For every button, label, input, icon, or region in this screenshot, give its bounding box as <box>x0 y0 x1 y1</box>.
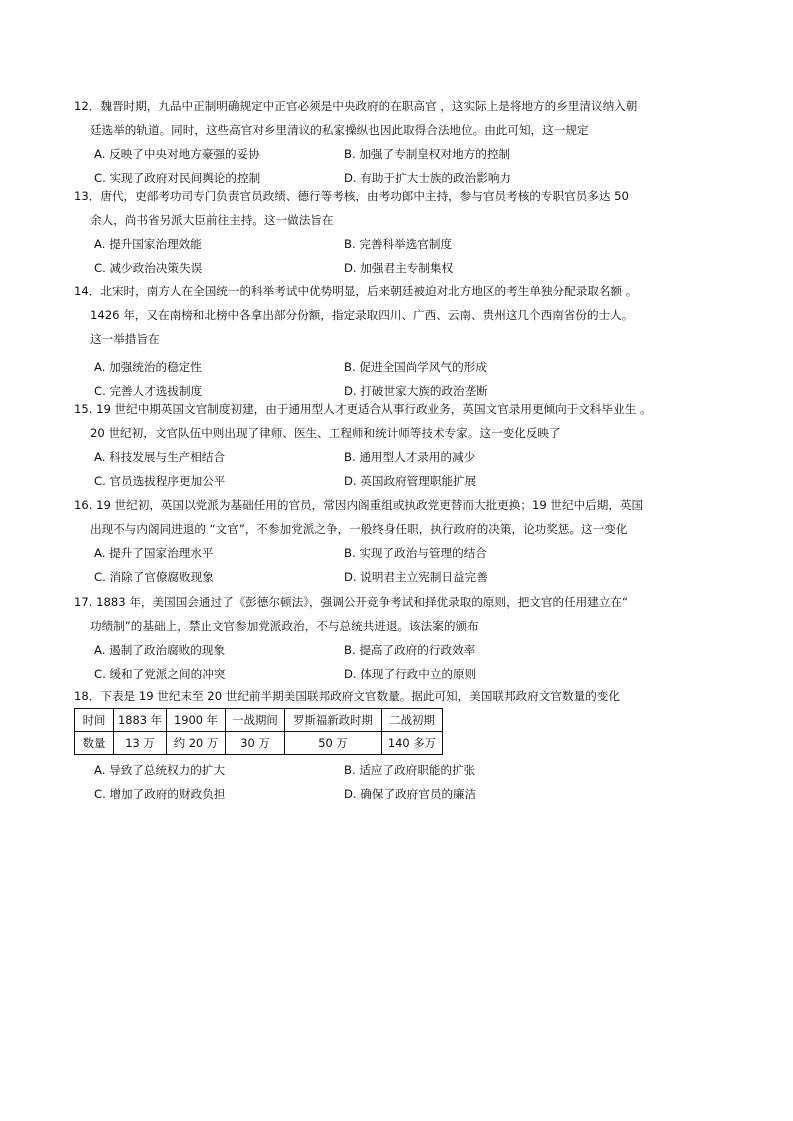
question-text: 14．北宋时，南方人在全国统一的科举考试中优势明显，后来朝廷被迫对北方地区的考生单独分配录取名额 。 <box>74 284 638 298</box>
option-row <box>74 565 724 589</box>
question-text: 17. 1883 年，美国国会通过了《彭德尔顿法》，强调公开竞争考试和择优录取的原则，把文官的任用建立在“ <box>74 595 629 609</box>
question-text: 出现不与内阁同进退的 “文官”，不参加党派之争，一般终身任职，执行政府的决策，论功奖惩。这一变化 <box>90 522 628 536</box>
option-c: C. 消除了官僚腐败现象 <box>94 570 214 584</box>
option-row <box>74 142 724 166</box>
option-c: C. 缓和了党派之间的冲突 <box>94 667 226 681</box>
question-text: 13．唐代，吏部考功司专门负责官员政绩、德行等考核，由考功郎中主持，参与官员考核的专职官员多达 50 <box>74 189 629 203</box>
option-c: C. 增加了政府的财政负担 <box>94 787 226 801</box>
table-header-cell: 时间 <box>75 709 114 732</box>
table-cell: 140 多万 <box>382 732 443 755</box>
table-cell: 数量 <box>75 732 114 755</box>
option-row <box>74 638 724 662</box>
question-text: 余人，尚书省另派大臣前往主持。这一做法旨在 <box>90 213 334 227</box>
table-cell: 13 万 <box>114 732 167 755</box>
table-cell: 50 万 <box>285 732 382 755</box>
option-a: A. 加强统治的稳定性 <box>94 360 202 374</box>
option-b: B. 实现了政治与管理的结合 <box>344 546 487 560</box>
option-d: D. 体现了行政中立的原则 <box>344 667 477 681</box>
question-text: 20 世纪初，文官队伍中则出现了律师、医生、工程师和统计师等技术专家。这一变化反映了 <box>90 426 561 440</box>
option-row <box>74 782 724 806</box>
table-row <box>75 732 443 755</box>
table-header-cell: 1883 年 <box>114 709 167 732</box>
table-header-cell: 一战期间 <box>226 709 285 732</box>
table-header-cell: 1900 年 <box>167 709 226 732</box>
option-b: B. 适应了政府职能的扩张 <box>344 763 476 777</box>
option-row <box>74 445 724 469</box>
question-text: 廷选举的轨道。同时，这些高官对乡里清议的私家操纵也因此取得合法地位。由此可知，这一规定 <box>90 123 589 137</box>
option-a: A. 科技发展与生产相结合 <box>94 450 226 464</box>
civil-servant-table <box>74 708 443 755</box>
question-text: 12．魏晋时期，九品中正制明确规定中正官必须是中央政府的在职高官 ，这实际上是将地方的乡里清议纳入朝 <box>74 99 638 113</box>
option-a: A. 遏制了政治腐败的现象 <box>94 643 226 657</box>
question-text: 15. 19 世纪中期英国文官制度初建，由于通用型人才更适合从事行政业务，英国文官录用更倾向于文科毕业生 。 <box>74 402 652 416</box>
option-d: D. 有助于扩大士族的政治影响力 <box>344 171 512 185</box>
option-d: D. 打破世家大族的政治垄断 <box>344 384 488 398</box>
option-d: D. 加强君主专制集权 <box>344 261 454 275</box>
option-row <box>74 355 724 379</box>
table-row <box>75 709 443 732</box>
option-d: D. 英国政府管理职能扩展 <box>344 474 477 488</box>
option-d: D. 说明君主立宪制日益完善 <box>344 570 488 584</box>
question-18-options <box>74 758 724 806</box>
option-c: C. 减少政治决策失误 <box>94 261 203 275</box>
option-b: B. 促进全国尚学风气的形成 <box>344 360 487 374</box>
option-c: C. 官员选拔程序更加公平 <box>94 474 226 488</box>
option-a: A. 导致了总统权力的扩大 <box>94 763 226 777</box>
question-16 <box>74 493 724 589</box>
option-row <box>74 232 724 256</box>
table-header-cell: 罗斯福新政时期 <box>285 709 382 732</box>
option-b: B. 加强了专制皇权对地方的控制 <box>344 147 511 161</box>
question-14 <box>74 279 724 403</box>
option-row <box>74 758 724 782</box>
question-text: 1426 年，又在南榜和北榜中各拿出部分份额，指定录取四川、广西、云南、贵州这几个西南省份的士人。 <box>90 308 634 322</box>
question-15 <box>74 397 724 493</box>
question-text: 16. 19 世纪初，英国以党派为基础任用的官员，常因内阁重组或执政党更替而大批更换；19 世纪中后期，英国 <box>74 498 644 512</box>
option-row <box>74 662 724 686</box>
question-text: 功绩制”的基础上，禁止文官参加党派政治，不与总统共进退。该法案的颁布 <box>90 619 479 633</box>
option-a: A. 提升了国家治理水平 <box>94 546 214 560</box>
question-text: 这一举措旨在 <box>90 332 160 346</box>
question-12 <box>74 94 724 190</box>
option-a: A. 提升国家治理效能 <box>94 237 202 251</box>
option-row <box>74 256 724 280</box>
table-header-cell: 二战初期 <box>382 709 443 732</box>
option-row <box>74 469 724 493</box>
option-c: C. 实现了政府对民间舆论的控制 <box>94 171 261 185</box>
question-13 <box>74 184 724 280</box>
option-c: C. 完善人才选拔制度 <box>94 384 203 398</box>
question-17 <box>74 590 724 686</box>
option-b: B. 提高了政府的行政效率 <box>344 643 476 657</box>
option-d: D. 确保了政府官员的廉洁 <box>344 787 477 801</box>
question-text: 18．下表是 19 世纪末至 20 世纪前半期美国联邦政府文官数量。据此可知，美国联邦政府文官数量的变化 <box>74 689 620 703</box>
option-b: B. 完善科举选官制度 <box>344 237 453 251</box>
option-a: A. 反映了中央对地方豪强的妥协 <box>94 147 260 161</box>
table-cell: 约 20 万 <box>167 732 226 755</box>
option-row <box>74 541 724 565</box>
table-cell: 30 万 <box>226 732 285 755</box>
option-b: B. 通用型人才录用的减少 <box>344 450 476 464</box>
question-18 <box>74 684 724 708</box>
